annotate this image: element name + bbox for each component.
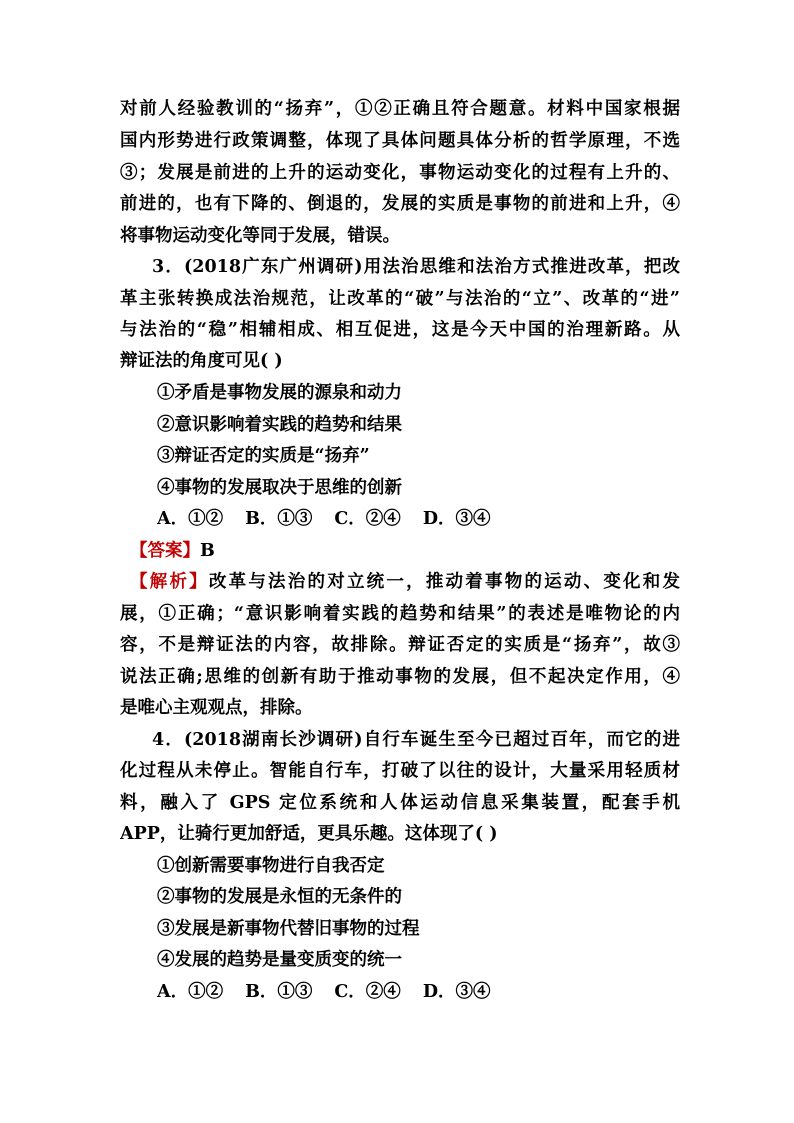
- choice-a: A．①②: [157, 509, 224, 529]
- question-3-stem: 与法治的“稳”相辅相成、相互促进，这是今天中国的治理新路。从: [120, 320, 680, 340]
- question-4-option: ④发展的趋势是量变质变的统一: [157, 950, 402, 970]
- question-4-stem: 4．(2018湖南长沙调研)自行车诞生至今已超过百年，而它的进: [152, 730, 680, 750]
- question-4-stem: 料，融入了 GPS 定位系统和人体运动信息采集装置，配套手机: [120, 793, 680, 813]
- choice-b: B．①③: [245, 982, 313, 1002]
- answer-value: B: [200, 541, 215, 561]
- text-line: 将事物运动变化等同于发展，错误。: [120, 226, 400, 246]
- choice-d: D．③④: [422, 982, 491, 1002]
- choice-a: A．①②: [157, 982, 224, 1002]
- answer-tag: 【答案】: [130, 541, 200, 561]
- question-3-option: ①矛盾是事物发展的源泉和动力: [157, 383, 402, 403]
- analysis-line: 说法正确;思维的创新有助于推动事物的发展，但不起决定作用，④: [120, 667, 680, 687]
- question-3-stem: 辩证法的角度可见( ): [120, 351, 283, 371]
- question-4-option: ③发展是新事物代替旧事物的过程: [157, 919, 420, 939]
- choice-b: B．①③: [245, 509, 313, 529]
- question-4-option: ①创新需要事物进行自我否定: [157, 856, 385, 876]
- question-3-option: ④事物的发展取决于思维的创新: [157, 478, 402, 498]
- analysis-tag: 【解析】: [130, 572, 209, 592]
- choice-d: D．③④: [422, 509, 491, 529]
- text-line: 前进的，也有下降的、倒退的，发展的实质是事物的前进和上升，④: [120, 194, 680, 214]
- analysis-line: 是唯心主观观点，排除。: [120, 698, 313, 718]
- text-line: 对前人经验教训的“扬弃”，①②正确且符合题意。材料中国家根据: [120, 99, 680, 119]
- text-line: ③；发展是前进的上升的运动变化，事物运动变化的过程有上升的、: [120, 163, 680, 183]
- analysis-line: 展，①正确；“意识影响着实践的趋势和结果”的表述是唯物论的内: [120, 604, 680, 624]
- choice-c: C．②④: [334, 982, 401, 1002]
- question-3-option: ③辩证否定的实质是“扬弃”: [157, 446, 370, 466]
- analysis-row: [130, 567, 680, 597]
- analysis-line: 容，不是辩证法的内容，故排除。辩证否定的实质是“扬弃”，故③: [120, 635, 680, 655]
- analysis-text: 改革与法治的对立统一，推动着事物的运动、变化和发: [208, 572, 680, 592]
- choice-c: C．②④: [334, 509, 401, 529]
- question-4-choices: [157, 977, 680, 1007]
- question-4-option: ②事物的发展是永恒的无条件的: [157, 887, 402, 907]
- question-4-stem: 化过程从未停止。智能自行车，打破了以往的设计，大量采用轻质材: [120, 761, 680, 781]
- question-3-option: ②意识影响着实践的趋势和结果: [157, 415, 402, 435]
- question-3-stem: 革主张转换成法治规范，让改革的“破”与法治的“立”、改革的“进”: [120, 289, 680, 309]
- text-line: 国内形势进行政策调整，体现了具体问题具体分析的哲学原理，不选: [120, 131, 680, 151]
- answer-row: [130, 536, 680, 566]
- question-3-choices: [157, 504, 680, 534]
- question-4-stem: APP，让骑行更加舒适，更具乐趣。这体现了( ): [120, 824, 498, 844]
- question-3-stem: 3．(2018广东广州调研)用法治思维和法治方式推进改革，把改: [152, 257, 680, 277]
